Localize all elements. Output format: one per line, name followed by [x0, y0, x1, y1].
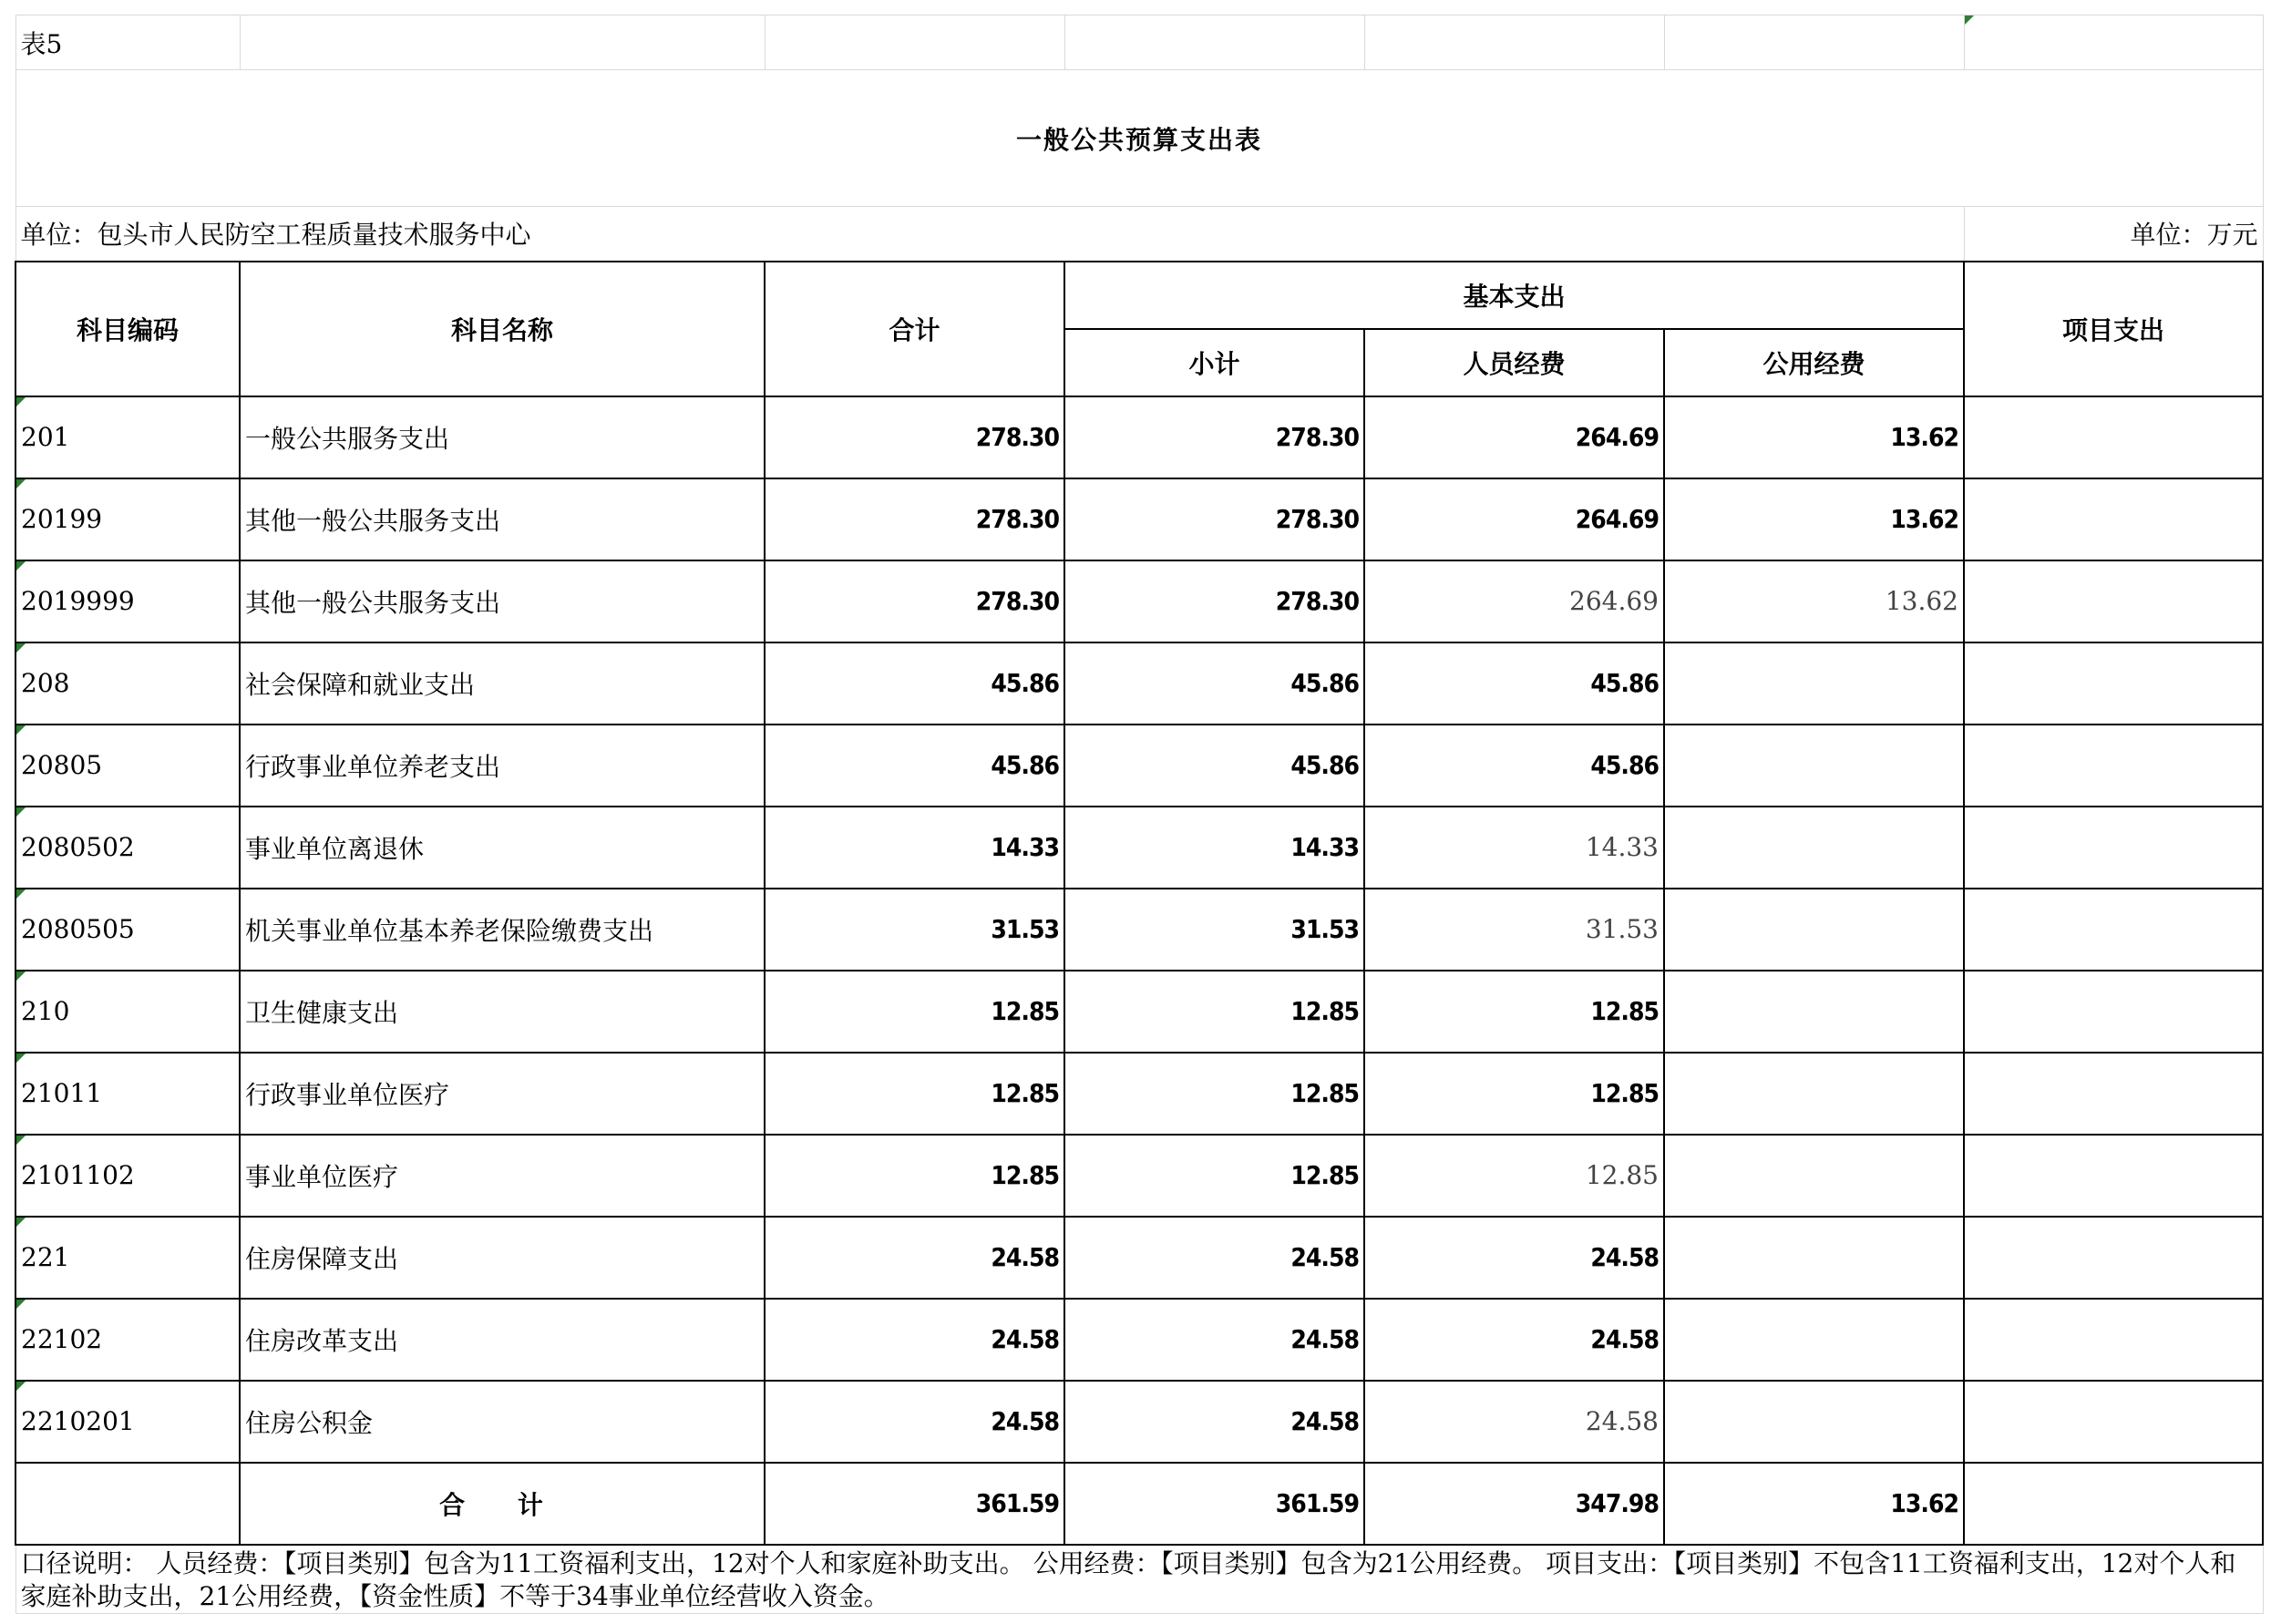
row-total: 24.58	[765, 1381, 1064, 1463]
row-personnel: 12.85	[1364, 971, 1664, 1053]
total-personnel: 347.98	[1364, 1463, 1664, 1545]
budget-table	[15, 15, 2264, 1614]
comment-marker	[16, 1382, 26, 1391]
total-project	[1964, 1463, 2263, 1545]
header-public: 公用经费	[1664, 329, 1964, 396]
table-row	[15, 1381, 2263, 1463]
table-row	[15, 560, 2263, 642]
row-name: 事业单位离退休	[240, 807, 765, 889]
row-total: 24.58	[765, 1299, 1064, 1381]
comment-marker	[16, 1136, 26, 1145]
unit-organization: 单位：包头市人民防空工程质量技术服务中心	[15, 207, 1964, 262]
row-personnel: 24.58	[1364, 1217, 1664, 1299]
table-row	[15, 642, 2263, 725]
row-code	[15, 1381, 240, 1463]
row-personnel: 45.86	[1364, 642, 1664, 725]
row-code	[15, 807, 240, 889]
row-total: 24.58	[765, 1217, 1064, 1299]
row-name: 机关事业单位基本养老保险缴费支出	[240, 889, 765, 971]
header-project: 项目支出	[1964, 262, 2263, 396]
comment-marker	[16, 479, 26, 488]
row-project	[1964, 889, 2263, 971]
comment-marker	[16, 1300, 26, 1309]
table-row	[15, 1299, 2263, 1381]
comment-marker	[16, 807, 26, 817]
row-public	[1664, 1381, 1964, 1463]
row-name: 卫生健康支出	[240, 971, 765, 1053]
page-title: 一般公共预算支出表	[15, 70, 2263, 207]
row-name: 行政事业单位医疗	[240, 1053, 765, 1135]
row-subtotal: 12.85	[1064, 1053, 1364, 1135]
row-code-text: 210	[21, 996, 70, 1026]
row-code	[15, 478, 240, 560]
row-subtotal: 45.86	[1064, 642, 1364, 725]
total-label: 合 计	[240, 1463, 765, 1545]
header-subtotal: 小计	[1064, 329, 1364, 396]
comment-marker	[16, 971, 26, 981]
row-code	[15, 1217, 240, 1299]
row-project	[1964, 478, 2263, 560]
row-total: 45.86	[765, 642, 1064, 725]
row-name: 住房公积金	[240, 1381, 765, 1463]
row-public: 13.62	[1664, 396, 1964, 478]
row-subtotal: 31.53	[1064, 889, 1364, 971]
row-code-text: 2080502	[21, 832, 135, 862]
table-row	[15, 478, 2263, 560]
row-subtotal: 12.85	[1064, 1135, 1364, 1217]
row-subtotal: 278.30	[1064, 478, 1364, 560]
row-project	[1964, 971, 2263, 1053]
row-code	[15, 396, 240, 478]
row-code-text: 2019999	[21, 586, 135, 616]
row-project	[1964, 1053, 2263, 1135]
row-code	[15, 889, 240, 971]
row-subtotal: 278.30	[1064, 396, 1364, 478]
row-code-text: 21011	[21, 1078, 103, 1108]
row-name: 住房改革支出	[240, 1299, 765, 1381]
row-personnel: 264.69	[1364, 396, 1664, 478]
row-personnel: 24.58	[1364, 1299, 1664, 1381]
row-code-text: 22102	[21, 1324, 103, 1354]
total-total: 361.59	[765, 1463, 1064, 1545]
comment-marker	[16, 561, 26, 570]
row-name: 其他一般公共服务支出	[240, 560, 765, 642]
row-personnel: 264.69	[1364, 478, 1664, 560]
header-name: 科目名称	[240, 262, 765, 396]
row-personnel: 12.85	[1364, 1135, 1664, 1217]
header-personnel: 人员经费	[1364, 329, 1664, 396]
row-name: 一般公共服务支出	[240, 396, 765, 478]
row-subtotal: 278.30	[1064, 560, 1364, 642]
row-subtotal: 12.85	[1064, 971, 1364, 1053]
row-personnel: 24.58	[1364, 1381, 1664, 1463]
row-personnel: 31.53	[1364, 889, 1664, 971]
row-project	[1964, 807, 2263, 889]
comment-marker	[16, 889, 26, 899]
row-code-text: 208	[21, 668, 70, 698]
row-personnel: 14.33	[1364, 807, 1664, 889]
row-project	[1964, 725, 2263, 807]
comment-marker	[1965, 15, 1974, 25]
comment-marker	[16, 643, 26, 653]
row-total: 45.86	[765, 725, 1064, 807]
row-code-text: 201	[21, 422, 70, 452]
row-total: 12.85	[765, 1135, 1064, 1217]
row-public: 13.62	[1664, 560, 1964, 642]
comment-marker	[16, 725, 26, 735]
row-name: 行政事业单位养老支出	[240, 725, 765, 807]
row-public	[1664, 725, 1964, 807]
row-public	[1664, 807, 1964, 889]
row-code	[15, 1299, 240, 1381]
header-code: 科目编码	[15, 262, 240, 396]
row-project	[1964, 1217, 2263, 1299]
row-project	[1964, 396, 2263, 478]
row-personnel: 12.85	[1364, 1053, 1664, 1135]
row-total: 12.85	[765, 971, 1064, 1053]
row-public: 13.62	[1664, 478, 1964, 560]
row-project	[1964, 560, 2263, 642]
row-code	[15, 1135, 240, 1217]
row-public	[1664, 642, 1964, 725]
row-name: 社会保障和就业支出	[240, 642, 765, 725]
comment-marker	[16, 1218, 26, 1227]
row-total: 14.33	[765, 807, 1064, 889]
row-code	[15, 560, 240, 642]
row-code-text: 2101102	[21, 1160, 135, 1190]
table-row	[15, 807, 2263, 889]
row-code-text: 20805	[21, 750, 103, 780]
row-public	[1664, 1135, 1964, 1217]
row-public	[1664, 1053, 1964, 1135]
table-row	[15, 971, 2263, 1053]
row-code	[15, 642, 240, 725]
row-total: 31.53	[765, 889, 1064, 971]
header-basic: 基本支出	[1064, 262, 1964, 329]
table-row	[15, 889, 2263, 971]
row-subtotal: 45.86	[1064, 725, 1364, 807]
row-personnel: 45.86	[1364, 725, 1664, 807]
row-personnel: 264.69	[1364, 560, 1664, 642]
row-public	[1664, 971, 1964, 1053]
row-total: 278.30	[765, 478, 1064, 560]
row-public	[1664, 1299, 1964, 1381]
row-code	[15, 725, 240, 807]
row-subtotal: 24.58	[1064, 1217, 1364, 1299]
row-code	[15, 971, 240, 1053]
row-code-text: 20199	[21, 504, 103, 534]
row-project	[1964, 1135, 2263, 1217]
row-public	[1664, 889, 1964, 971]
row-subtotal: 24.58	[1064, 1299, 1364, 1381]
row-name: 事业单位医疗	[240, 1135, 765, 1217]
total-subtotal: 361.59	[1064, 1463, 1364, 1545]
comment-marker	[16, 1054, 26, 1063]
row-total: 278.30	[765, 560, 1064, 642]
footnote: 口径说明： 人员经费：【项目类别】包含为11工资福利支出，12对个人和家庭补助支出。 公用经费：【项目类别】包含为21公用经费。 项目支出：【项目类别】不包含11工资福利支出，12对个人和家庭补助支出，21公用经费，【资金性质】不等于34事业单位经营收入资金。	[15, 1545, 2263, 1614]
total-public: 13.62	[1664, 1463, 1964, 1545]
row-project	[1964, 1381, 2263, 1463]
row-code	[15, 1053, 240, 1135]
row-project	[1964, 642, 2263, 725]
comment-marker	[16, 397, 26, 406]
row-total: 12.85	[765, 1053, 1064, 1135]
row-name: 住房保障支出	[240, 1217, 765, 1299]
row-total: 278.30	[765, 396, 1064, 478]
table-row	[15, 1053, 2263, 1135]
row-code-text: 2080505	[21, 914, 135, 944]
table-row	[15, 396, 2263, 478]
table-row	[15, 1135, 2263, 1217]
row-project	[1964, 1299, 2263, 1381]
row-public	[1664, 1217, 1964, 1299]
table-row	[15, 1217, 2263, 1299]
row-code-text: 221	[21, 1242, 70, 1272]
row-subtotal: 24.58	[1064, 1381, 1364, 1463]
row-subtotal: 14.33	[1064, 807, 1364, 889]
row-name: 其他一般公共服务支出	[240, 478, 765, 560]
header-total: 合计	[765, 262, 1064, 396]
unit-currency: 单位：万元	[1964, 207, 2263, 262]
row-code-text: 2210201	[21, 1406, 135, 1436]
sheet-label: 表5	[15, 15, 240, 70]
table-row	[15, 725, 2263, 807]
